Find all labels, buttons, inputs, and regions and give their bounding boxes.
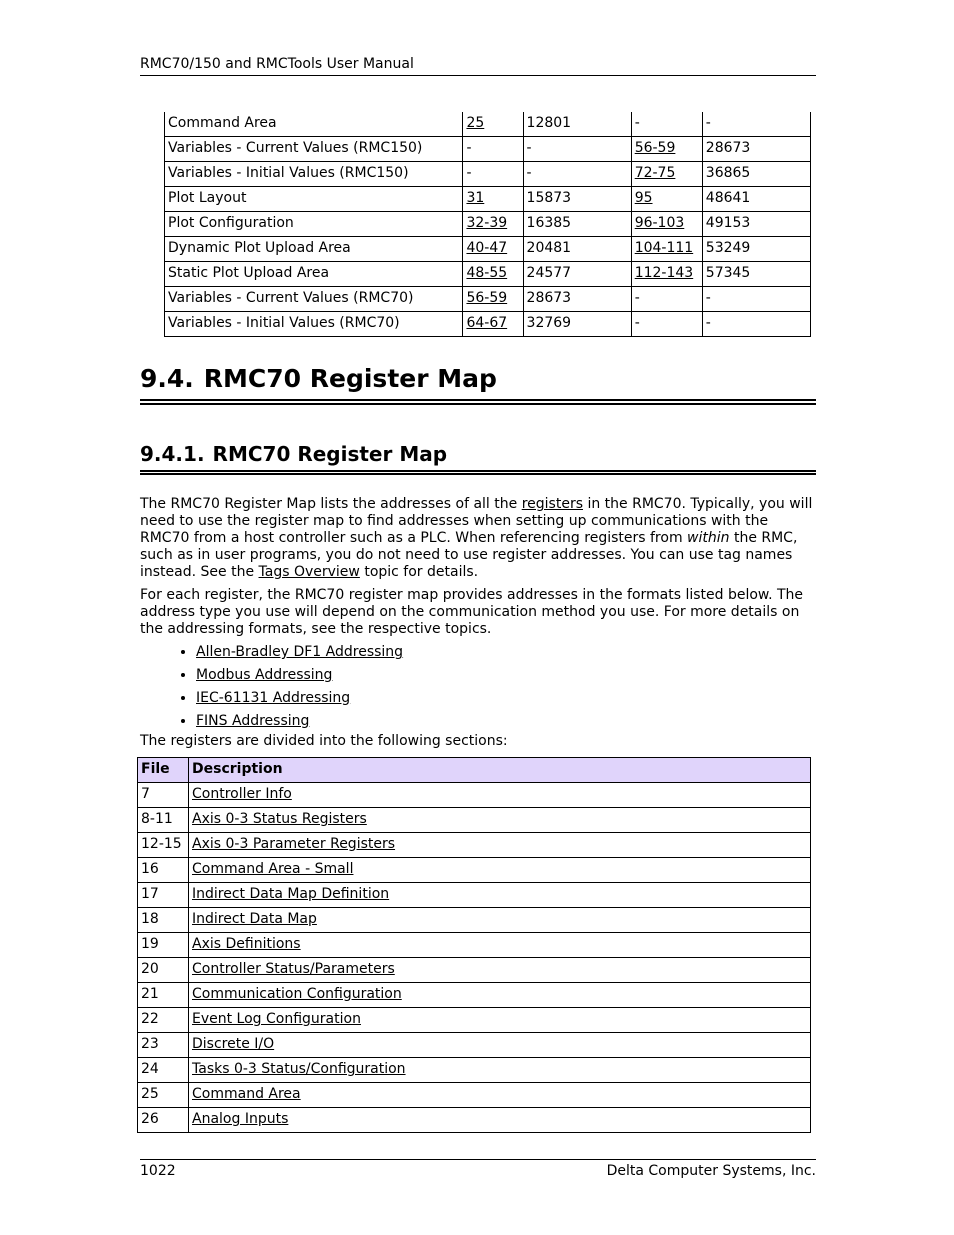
cell-text: - [705,290,711,306]
table-cell [523,262,631,287]
cell-text: - [526,165,532,181]
table-cell [523,187,631,212]
address-table [164,112,811,337]
cell-text: - [466,140,472,156]
section-link[interactable]: Axis 0-3 Status Registers [192,811,367,827]
cell-text: - [634,290,640,306]
description-cell [189,1008,811,1033]
column-header-file: File [138,758,189,783]
table-row [165,237,811,262]
modbus-addressing-link[interactable]: Modbus Addressing [196,667,333,683]
iec-addressing-link[interactable]: IEC-61131 Addressing [196,690,351,706]
cell-text: 20481 [526,240,572,256]
table-cell [463,162,523,187]
cell-text: Plot Configuration [168,215,294,231]
cell-text: Variables - Current Values (RMC70) [168,290,414,306]
cell-text: 15873 [526,190,572,206]
subsection-heading: 9.4.1. RMC70 Register Map [140,442,816,475]
table-cell [631,287,702,312]
table-cell [702,312,810,337]
table-row [138,783,811,808]
list-item [196,713,816,730]
table-row [138,983,811,1008]
table-cell [702,212,810,237]
table-row [165,162,811,187]
table-cell [165,237,463,262]
section-link[interactable]: Axis Definitions [192,936,301,952]
file-number-cell: 16 [138,858,189,883]
table-row [138,808,811,833]
file-link[interactable]: 56-59 [466,290,508,306]
column-header-description: Description [189,758,811,783]
table-cell [463,187,523,212]
section-link[interactable]: Communication Configuration [192,986,402,1002]
addressing-list [140,644,816,730]
intro-paragraph: The RMC70 Register Map lists the addresses of all the registers in the RMC70. Typically, you will need to use the register map to find addresses when setting up communications with the RMC70 from a host controller such as a PLC. When referencing registers from within the RMC, such as in user programs, you do not need to use register addresses. You can use tag names instead. See the Tags Overview topic for details. [140,496,813,580]
table-cell [165,287,463,312]
cell-text: Static Plot Upload Area [168,265,330,281]
cell-text: - [705,115,711,131]
table-cell [523,212,631,237]
manual-title: RMC70/150 and RMCTools User Manual [140,56,414,72]
description-cell [189,1108,811,1133]
table-cell [523,312,631,337]
table-row [165,112,811,137]
description-cell [189,858,811,883]
table-row [138,883,811,908]
cell-text: - [526,140,532,156]
table-cell [702,237,810,262]
table-cell [165,137,463,162]
section-link[interactable]: Indirect Data Map [192,911,317,927]
description-cell [189,983,811,1008]
file-link[interactable]: 48-55 [466,265,508,281]
list-item [196,667,816,684]
cell-text: - [634,115,640,131]
table-cell [702,262,810,287]
table-cell [165,162,463,187]
section-link[interactable]: Command Area - Small [192,861,354,877]
table-row [138,1058,811,1083]
description-cell [189,883,811,908]
description-cell [189,1083,811,1108]
register-sections-table [137,757,811,1133]
table-cell [631,312,702,337]
table-cell [631,237,702,262]
section-link[interactable]: Tasks 0-3 Status/Configuration [192,1061,406,1077]
body-text [140,496,816,756]
table-cell [702,112,810,137]
registers-link[interactable]: registers [521,496,583,512]
table-row [165,312,811,337]
file-link[interactable]: 25 [466,115,485,131]
section-link[interactable]: Axis 0-3 Parameter Registers [192,836,396,852]
table-cell [463,312,523,337]
table-cell [631,187,702,212]
table-cell [463,137,523,162]
cell-text: 24577 [526,265,572,281]
section-heading: 9.4. RMC70 Register Map [140,364,816,405]
section-link[interactable]: Discrete I/O [192,1036,275,1052]
description-cell [189,933,811,958]
file-link[interactable]: 72-75 [634,165,676,181]
table-row [165,212,811,237]
cell-text: Dynamic Plot Upload Area [168,240,351,256]
list-item [196,644,816,661]
list-item [196,690,816,707]
file-number-cell: 12-15 [138,833,189,858]
file-link[interactable]: 96-103 [634,215,685,231]
page-header [140,56,816,76]
file-link[interactable]: 40-47 [466,240,508,256]
section-link[interactable]: Command Area [192,1086,301,1102]
cell-text: Command Area [168,115,277,131]
table-cell [702,162,810,187]
table-cell [463,287,523,312]
file-number-cell: 26 [138,1108,189,1133]
table-cell [702,187,810,212]
file-number-cell: 25 [138,1083,189,1108]
cell-text: - [705,315,711,331]
description-cell [189,908,811,933]
file-link[interactable]: 104-111 [634,240,694,256]
table-row [165,187,811,212]
table-cell [165,212,463,237]
description-cell [189,808,811,833]
file-link[interactable]: 64-67 [466,315,508,331]
cell-text: 12801 [526,115,572,131]
table-cell [523,137,631,162]
section-link[interactable]: Event Log Configuration [192,1011,361,1027]
table-header-row [138,758,811,783]
cell-text: Plot Layout [168,190,247,206]
cell-text: - [634,315,640,331]
cell-text: 53249 [705,240,751,256]
file-link[interactable]: 32-39 [466,215,508,231]
table-cell [523,237,631,262]
table-row [165,287,811,312]
table-cell [463,112,523,137]
table-cell [702,137,810,162]
cell-text: 16385 [526,215,572,231]
table-cell [631,212,702,237]
formats-paragraph: For each register, the RMC70 register map provides addresses in the formats listed below. The address type you use will depend on the communication method you use. For more details on the addressing formats, see the respective topics. [140,587,804,637]
table-row [138,833,811,858]
file-link[interactable]: 112-143 [634,265,694,281]
page-footer [140,1159,816,1179]
table-row [138,1108,811,1133]
table-cell [631,162,702,187]
cell-text: 28673 [526,290,572,306]
file-number-cell: 24 [138,1058,189,1083]
cell-text: - [466,165,472,181]
table-cell [523,162,631,187]
table-cell [463,262,523,287]
file-number-cell: 18 [138,908,189,933]
file-number-cell: 7 [138,783,189,808]
file-number-cell: 17 [138,883,189,908]
table-row [138,1008,811,1033]
table-row [138,1033,811,1058]
page-number: 1022 [140,1163,176,1179]
table-row [138,908,811,933]
file-number-cell: 20 [138,958,189,983]
table-cell [463,212,523,237]
fins-addressing-link[interactable]: FINS Addressing [196,713,310,729]
table-row [138,958,811,983]
table-cell [702,287,810,312]
table-cell [631,262,702,287]
table-cell [165,262,463,287]
table-cell [631,137,702,162]
section-link[interactable]: Controller Info [192,786,292,802]
cell-text: 32769 [526,315,572,331]
file-number-cell: 19 [138,933,189,958]
description-cell [189,783,811,808]
table-cell [523,112,631,137]
cell-text: 57345 [705,265,751,281]
description-cell [189,833,811,858]
cell-text: Variables - Current Values (RMC150) [168,140,423,156]
table-row [165,137,811,162]
file-link[interactable]: 56-59 [634,140,676,156]
cell-text: Variables - Initial Values (RMC70) [168,315,400,331]
file-number-cell: 21 [138,983,189,1008]
table-cell [523,287,631,312]
description-cell [189,958,811,983]
section-link[interactable]: Indirect Data Map Definition [192,886,390,902]
table-row [138,858,811,883]
cell-text: 28673 [705,140,751,156]
cell-text: 36865 [705,165,751,181]
cell-text: 49153 [705,215,751,231]
cell-text: Variables - Initial Values (RMC150) [168,165,409,181]
cell-text: 48641 [705,190,751,206]
file-number-cell: 22 [138,1008,189,1033]
company-name: Delta Computer Systems, Inc. [606,1163,816,1179]
table-row [138,1083,811,1108]
table-cell [165,312,463,337]
description-cell [189,1033,811,1058]
description-cell [189,1058,811,1083]
file-number-cell: 8-11 [138,808,189,833]
table-cell [165,112,463,137]
tags-overview-link[interactable]: Tags Overview [258,564,360,580]
file-link[interactable]: 95 [634,190,653,206]
table-cell [631,112,702,137]
section-link[interactable]: Analog Inputs [192,1111,289,1127]
file-link[interactable]: 31 [466,190,485,206]
table-row [165,262,811,287]
file-number-cell: 23 [138,1033,189,1058]
table-cell [463,237,523,262]
sections-paragraph: The registers are divided into the following sections: [140,733,508,749]
section-link[interactable]: Controller Status/Parameters [192,961,395,977]
df1-addressing-link[interactable]: Allen-Bradley DF1 Addressing [196,644,404,660]
table-row [138,933,811,958]
table-cell [165,187,463,212]
